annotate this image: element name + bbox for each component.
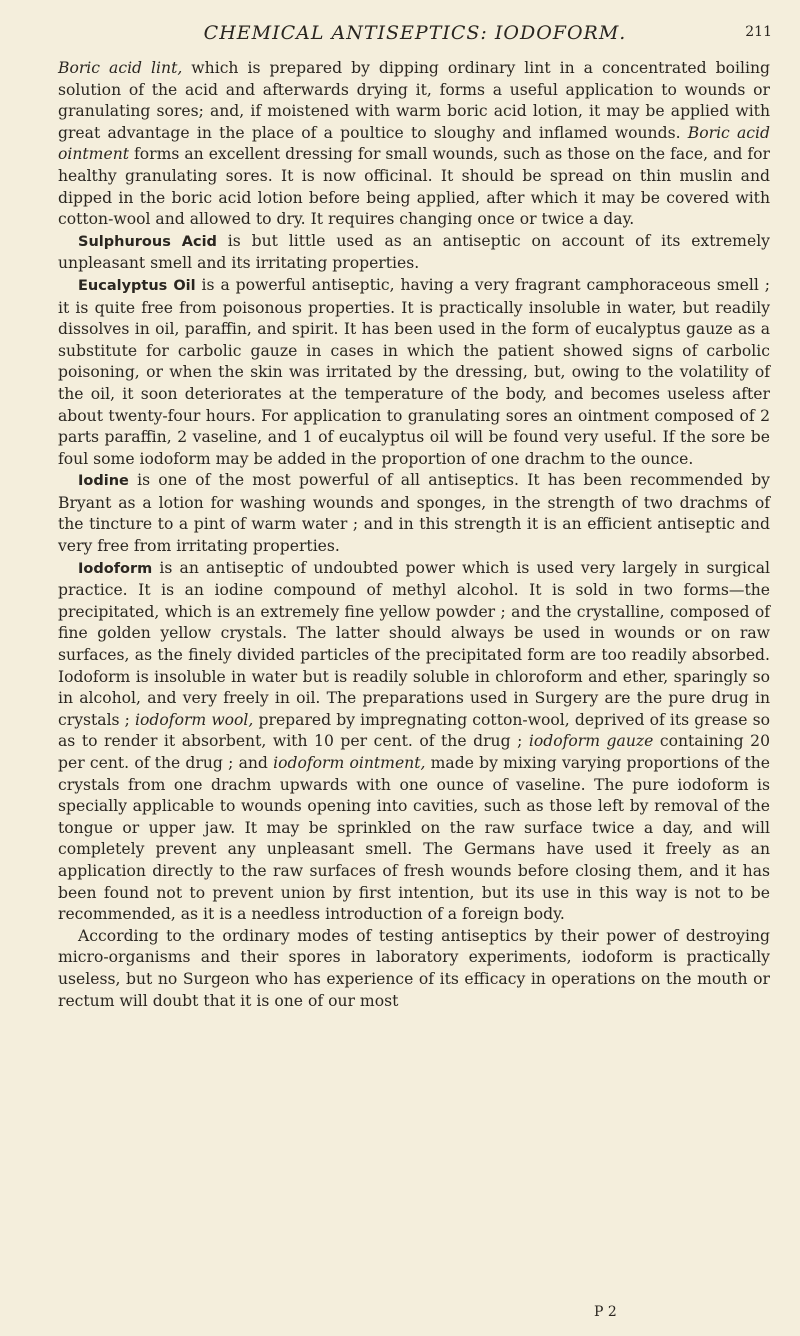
signature-mark: P 2 — [594, 1304, 617, 1320]
paragraph-iodoform — [58, 558, 770, 926]
page-header — [58, 22, 772, 58]
paragraph-text: which is prepared by dipping ordinary lint in a concentrated boiling solution of the acid and afterwards drying it, forms a useful application to wounds or granulating sores; and, if moistened with warm boric acid lotion, it may be applied with great advantage in the place of a poultice to sloughy and inflamed wounds. — [58, 59, 770, 142]
term-boric-acid-ointment: Boric acid ointment — [58, 123, 770, 164]
paragraph-sulphurous-acid — [58, 231, 770, 275]
term-iodoform-gauze: iodoform gauze — [528, 732, 654, 751]
paragraph-text: is an antiseptic of undoubted power which is used very largely in surgical practice. It is an iodine compound of methyl alcohol. It is sold in two forms—the precipitated, which is an extremely fine yellow powder ; and the crystalline, composed of fine golden yellow crystals. The latter should always be used in wounds or on raw surfaces, as the finely divided particles of the precipitated form are too readily absorbed. Iodoform is insoluble in water but is readily soluble in chloroform and ether, sparingly so in alcohol, and very freely in oil. The preparations used in Surgery are the pure drug in crystals ; — [58, 558, 770, 729]
term-iodoform: Iodoform — [78, 560, 153, 577]
paragraph-testing-antiseptics — [58, 926, 770, 1012]
paragraph-text: is but little used as an antiseptic on account of its extremely unpleasant smell and its irritating properties. — [58, 231, 770, 273]
running-head: CHEMICAL ANTISEPTICS: IODOFORM. — [203, 22, 627, 44]
term-iodoform-wool: iodoform wool, — [135, 710, 254, 729]
paragraph-text: made by mixing varying proportions of the crystals from one drachm upwards with one ounce of vaseline. The pure iodoform is specially applicable to wounds opening into cavities, such as those left by removal of the tongue or upper jaw. It may be sprinkled on the raw surface twice a day, and will completely prevent any unpleasant smell. The Germans have used it freely as an application directly to the raw surfaces of fresh wounds before closing them, and it has been found not to prevent union by first intention, but its use in this way is not to be recommended, as it is a needless introduction of a foreign body. — [58, 754, 770, 924]
paragraph-text: forms an excellent dressing for small wounds, such as those on the face, and for healthy granulating sores. It is now officinal. It should be spread on thin muslin and dipped in the boric acid lotion before being applied, after which it may be covered with cotton-wool and allowed to dry. It requires changing once or twice a day. — [58, 145, 770, 229]
paragraph-iodine — [58, 470, 770, 557]
paragraph-text: prepared by impregnating cotton-wool, deprived of its grease so as to render it absorbent, with 10 per cent. of the drug ; — [58, 710, 770, 751]
paragraph-text: containing 20 per cent. of the drug ; and — [58, 732, 770, 772]
term-boric-acid-lint: Boric acid lint, — [58, 59, 183, 77]
paragraph-text: is one of the most powerful of all antiseptics. It has been recommended by Bryant as a lotion for washing wounds and sponges, in the strength of two drachms of the tincture to a pint of warm water ; and in this strength it is an efficient antiseptic and very free from irritating properties. — [58, 471, 770, 556]
body-text — [58, 58, 770, 1012]
term-iodine: Iodine — [78, 473, 129, 490]
term-eucalyptus-oil: Eucalyptus Oil — [78, 277, 196, 294]
paragraph-boric-acid — [58, 58, 770, 231]
paragraph-text: According to the ordinary modes of testing antiseptics by their power of destroying micro-organisms and their spores in laboratory experiments, iodoform is practically useless, but no Surgeon who has experience of its efficacy in operations on the mouth or rectum will doubt that it is one of our most — [58, 926, 770, 1010]
term-iodoform-ointment: iodoform ointment, — [273, 754, 426, 772]
term-sulphurous-acid: Sulphurous Acid — [78, 233, 217, 250]
paragraph-text: is a powerful antiseptic, having a very fragrant camphoraceous smell ; it is quite free from poisonous properties. It is practically insoluble in water, but readily dissolves in oil, paraffin, and spirit. It has been used in the form of eucalyptus gauze as a substitute for carbolic gauze in cases in which the patient showed signs of carbolic poisoning, or when the skin was irritated by the dressing, but, owing to the volatility of the oil, it soon deteriorates at the temperature of the body, and becomes useless after about twenty-four hours. For application to granulating sores an ointment composed of 2 parts paraffin, 2 vaseline, and 1 of eucalyptus oil will be found very useful. If the sore be foul some iodoform may be added in the proportion of one drachm to the ounce. — [58, 275, 771, 468]
page-number: 211 — [745, 24, 772, 40]
paragraph-eucalyptus-oil — [58, 275, 770, 470]
